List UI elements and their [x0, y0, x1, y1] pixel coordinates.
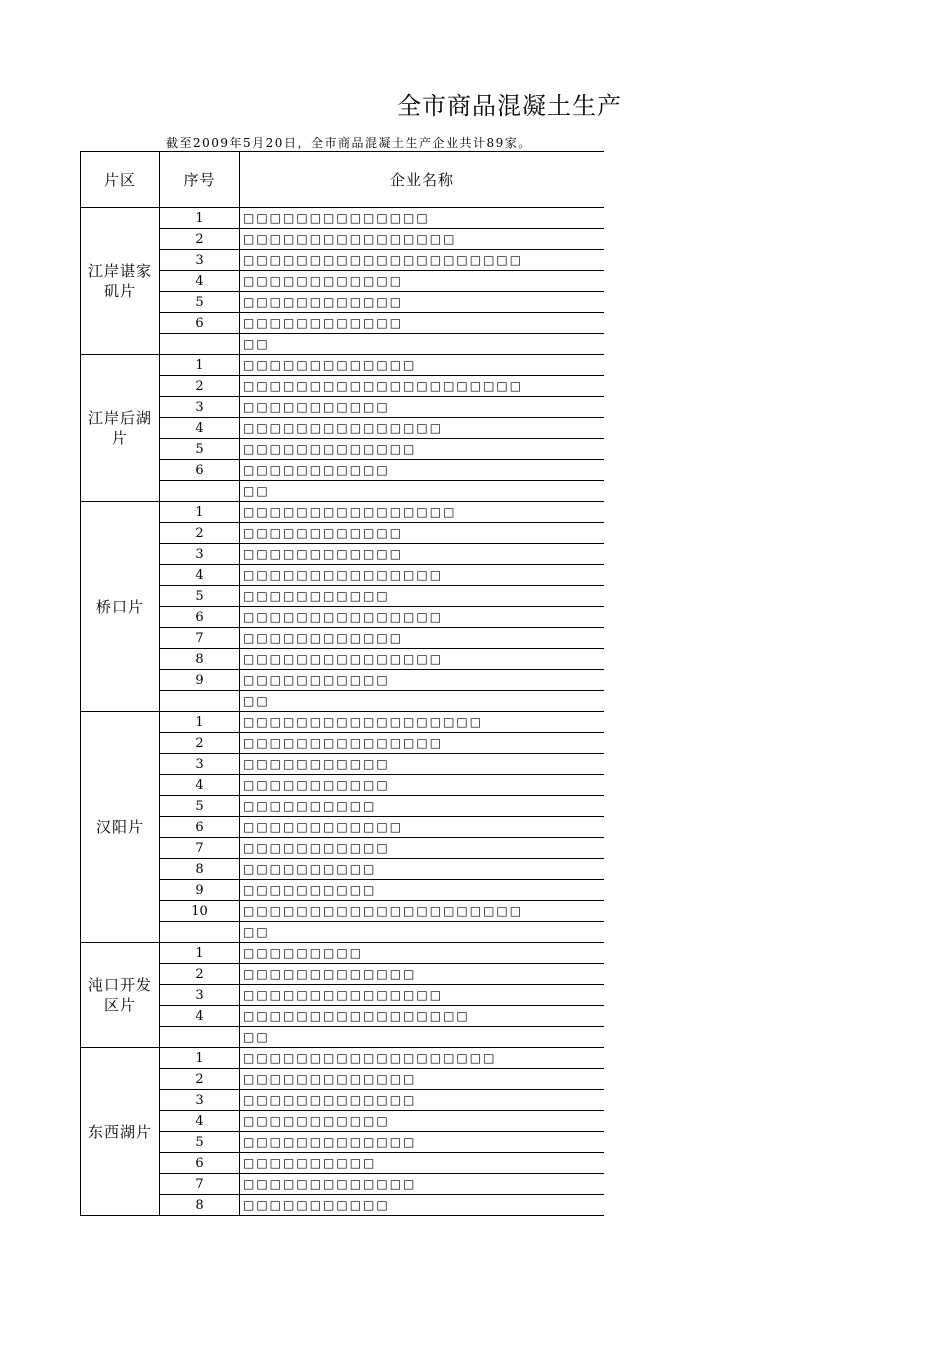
- enterprise-name-cell: □□□□□□□□□□□□□□□□: [240, 502, 605, 523]
- table-row: [81, 1069, 605, 1090]
- table-row: [81, 565, 605, 586]
- enterprise-name-cell: □□□□□□□□□□□□□: [240, 355, 605, 376]
- seq-cell: 2: [160, 523, 240, 544]
- enterprise-name-cell: □□□□□□□□□□□□□□□□□□□□□: [240, 901, 605, 922]
- table-row: [81, 376, 605, 397]
- table-row: [81, 838, 605, 859]
- enterprise-name-cell: □□□□□□□□□□□□□□: [240, 208, 605, 229]
- seq-cell: 1: [160, 208, 240, 229]
- header-seq: 序号: [160, 152, 240, 208]
- area-cell: 江岸谌家矶片: [81, 208, 160, 355]
- table-row: [81, 1006, 605, 1027]
- seq-cell: 1: [160, 1048, 240, 1069]
- area-cell: 沌口开发区片: [81, 943, 160, 1048]
- seq-cell: 4: [160, 271, 240, 292]
- seq-cell: 6: [160, 817, 240, 838]
- seq-cell: 2: [160, 376, 240, 397]
- seq-cell: 1: [160, 355, 240, 376]
- enterprise-name-cell: □□□□□□□□□□□□□: [240, 1069, 605, 1090]
- seq-cell: [160, 1027, 240, 1048]
- page-title: 全市商品混凝土生产: [397, 92, 622, 120]
- table-row: [81, 1174, 605, 1195]
- table-row: [81, 880, 605, 901]
- enterprise-name-cell: □□□□□□□□□□□□□□□: [240, 649, 605, 670]
- enterprise-name-cell: □□□□□□□□□□□□□□□□□: [240, 1006, 605, 1027]
- table-row: [81, 313, 605, 334]
- enterprise-name-cell: □□□□□□□□□□□□: [240, 523, 605, 544]
- seq-cell: 9: [160, 880, 240, 901]
- table-note: 截至2009年5月20日，全市商品混凝土生产企业共计89家。: [166, 136, 532, 150]
- seq-cell: 6: [160, 607, 240, 628]
- enterprise-name-cell: □□□□□□□□□□□□: [240, 313, 605, 334]
- table-row: [81, 733, 605, 754]
- enterprise-name-cell: □□□□□□□□□□□: [240, 1111, 605, 1132]
- table-row: [81, 334, 605, 355]
- table-row: [81, 1048, 605, 1069]
- seq-cell: 1: [160, 712, 240, 733]
- table-row: [81, 943, 605, 964]
- table-row: [81, 754, 605, 775]
- area-cell: 江岸后湖片: [81, 355, 160, 502]
- enterprise-name-cell: □□□□□□□□□: [240, 943, 605, 964]
- seq-cell: [160, 334, 240, 355]
- seq-cell: 7: [160, 628, 240, 649]
- enterprise-name-cell: □□□□□□□□□□□□□: [240, 1132, 605, 1153]
- enterprise-name-cell: □□□□□□□□□□□: [240, 1195, 605, 1216]
- enterprise-name-cell: □□□□□□□□□□□□: [240, 292, 605, 313]
- seq-cell: 3: [160, 1090, 240, 1111]
- table-row: [81, 397, 605, 418]
- table-row: [81, 1111, 605, 1132]
- area-cell: 桥口片: [81, 502, 160, 712]
- enterprise-name-cell: □□□□□□□□□□□□□□□□□□□□□: [240, 250, 605, 271]
- seq-cell: 7: [160, 838, 240, 859]
- seq-cell: [160, 922, 240, 943]
- table-row: [81, 1132, 605, 1153]
- table-row: [81, 1027, 605, 1048]
- table-row: [81, 859, 605, 880]
- seq-cell: 6: [160, 313, 240, 334]
- table-row: [81, 628, 605, 649]
- enterprise-name-cell: □□□□□□□□□□□□: [240, 271, 605, 292]
- table-row: [81, 586, 605, 607]
- table-row: [81, 1195, 605, 1216]
- enterprise-name-cell: □□□□□□□□□□□□□□□: [240, 733, 605, 754]
- table-row: [81, 481, 605, 502]
- enterprise-name-cell: □□□□□□□□□□: [240, 859, 605, 880]
- table-row: [81, 250, 605, 271]
- area-cell: 汉阳片: [81, 712, 160, 943]
- seq-cell: 3: [160, 250, 240, 271]
- enterprise-name-cell: □□□□□□□□□□: [240, 1153, 605, 1174]
- seq-cell: 4: [160, 1006, 240, 1027]
- table-row: [81, 1153, 605, 1174]
- enterprise-name-cell: □□□□□□□□□□□□□□□□: [240, 229, 605, 250]
- table-row: [81, 1090, 605, 1111]
- seq-cell: 5: [160, 439, 240, 460]
- table-row: [81, 418, 605, 439]
- table-row: [81, 901, 605, 922]
- table-header-row: [81, 152, 605, 208]
- seq-cell: 3: [160, 754, 240, 775]
- enterprise-name-cell: □□□□□□□□□□□□□□□: [240, 607, 605, 628]
- table-row: [81, 775, 605, 796]
- seq-cell: 10: [160, 901, 240, 922]
- table-row: [81, 208, 605, 229]
- seq-cell: 6: [160, 1153, 240, 1174]
- table-row: [81, 670, 605, 691]
- table-row: [81, 964, 605, 985]
- enterprise-name-cell: □□□□□□□□□□□□□□□: [240, 418, 605, 439]
- enterprise-name-cell: □□□□□□□□□□□: [240, 754, 605, 775]
- seq-cell: 7: [160, 1174, 240, 1195]
- enterprise-name-cell: □□□□□□□□□□□□: [240, 817, 605, 838]
- enterprise-name-cell: □□: [240, 922, 605, 943]
- table-row: [81, 796, 605, 817]
- seq-cell: 5: [160, 292, 240, 313]
- enterprise-name-cell: □□□□□□□□□□□□: [240, 628, 605, 649]
- enterprise-name-cell: □□□□□□□□□□: [240, 796, 605, 817]
- table-row: [81, 607, 605, 628]
- enterprise-name-cell: □□: [240, 691, 605, 712]
- enterprise-name-cell: □□□□□□□□□□□: [240, 397, 605, 418]
- table-row: [81, 523, 605, 544]
- seq-cell: 4: [160, 775, 240, 796]
- seq-cell: 4: [160, 565, 240, 586]
- enterprise-name-cell: □□□□□□□□□□□□□□□□□□: [240, 712, 605, 733]
- seq-cell: 6: [160, 460, 240, 481]
- seq-cell: [160, 481, 240, 502]
- enterprise-name-cell: □□□□□□□□□□□□□: [240, 439, 605, 460]
- enterprise-name-cell: □□□□□□□□□□□□□: [240, 1174, 605, 1195]
- enterprise-name-cell: □□□□□□□□□□□: [240, 838, 605, 859]
- enterprise-table-container: [80, 151, 604, 1240]
- header-area: 片区: [81, 152, 160, 208]
- table-row: [81, 229, 605, 250]
- enterprise-name-cell: □□□□□□□□□□□: [240, 775, 605, 796]
- seq-cell: 3: [160, 397, 240, 418]
- table-row: [81, 691, 605, 712]
- seq-cell: 2: [160, 1069, 240, 1090]
- seq-cell: 1: [160, 943, 240, 964]
- table-row: [81, 649, 605, 670]
- enterprise-name-cell: □□□□□□□□□□□□□□□: [240, 985, 605, 1006]
- seq-cell: [160, 691, 240, 712]
- table-row: [81, 292, 605, 313]
- table-row: [81, 271, 605, 292]
- enterprise-name-cell: □□: [240, 334, 605, 355]
- table-row: [81, 355, 605, 376]
- enterprise-table: [80, 151, 604, 1216]
- seq-cell: 5: [160, 796, 240, 817]
- enterprise-name-cell: □□□□□□□□□□□: [240, 460, 605, 481]
- seq-cell: 9: [160, 670, 240, 691]
- seq-cell: 8: [160, 859, 240, 880]
- table-row: [81, 922, 605, 943]
- table-row: [81, 439, 605, 460]
- enterprise-name-cell: □□□□□□□□□□□□□: [240, 964, 605, 985]
- seq-cell: 4: [160, 418, 240, 439]
- enterprise-name-cell: □□□□□□□□□□□□□□□□□□□: [240, 1048, 605, 1069]
- area-cell: 东西湖片: [81, 1048, 160, 1216]
- enterprise-name-cell: □□□□□□□□□□: [240, 880, 605, 901]
- enterprise-name-cell: □□□□□□□□□□□□□□□: [240, 565, 605, 586]
- table-row: [81, 460, 605, 481]
- seq-cell: 2: [160, 964, 240, 985]
- seq-cell: 2: [160, 229, 240, 250]
- seq-cell: 3: [160, 544, 240, 565]
- seq-cell: 5: [160, 586, 240, 607]
- table-row: [81, 817, 605, 838]
- enterprise-name-cell: □□□□□□□□□□□□□: [240, 1090, 605, 1111]
- seq-cell: 1: [160, 502, 240, 523]
- enterprise-name-cell: □□: [240, 481, 605, 502]
- seq-cell: 8: [160, 1195, 240, 1216]
- enterprise-name-cell: □□□□□□□□□□□□: [240, 544, 605, 565]
- table-row: [81, 502, 605, 523]
- table-body: [81, 152, 605, 1216]
- enterprise-name-cell: □□□□□□□□□□□: [240, 670, 605, 691]
- enterprise-name-cell: □□□□□□□□□□□□□□□□□□□□□: [240, 376, 605, 397]
- seq-cell: 5: [160, 1132, 240, 1153]
- table-row: [81, 985, 605, 1006]
- header-name: 企业名称: [240, 152, 605, 208]
- seq-cell: 2: [160, 733, 240, 754]
- table-row: [81, 712, 605, 733]
- enterprise-name-cell: □□: [240, 1027, 605, 1048]
- seq-cell: 3: [160, 985, 240, 1006]
- seq-cell: 4: [160, 1111, 240, 1132]
- table-row: [81, 544, 605, 565]
- enterprise-name-cell: □□□□□□□□□□□: [240, 586, 605, 607]
- seq-cell: 8: [160, 649, 240, 670]
